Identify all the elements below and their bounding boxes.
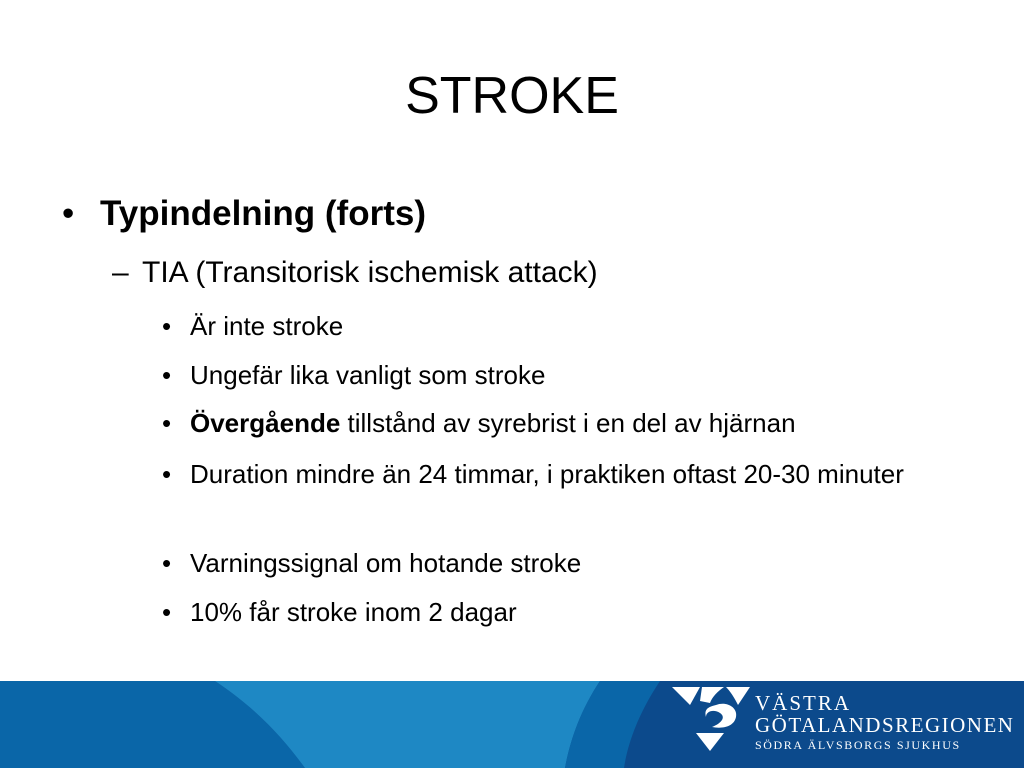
item-text: Ungefär lika vanligt som stroke bbox=[190, 360, 546, 390]
bullet-icon: • bbox=[162, 548, 172, 578]
item-text: tillstånd av syrebrist i en del av hjärnan bbox=[340, 408, 796, 438]
bullet-icon: • bbox=[162, 311, 172, 341]
item-text: Duration mindre än 24 timmar, i praktiken oftast 20-30 minuter bbox=[190, 459, 904, 489]
item-bold-text: Övergående bbox=[190, 408, 341, 438]
bullet-icon: • bbox=[162, 408, 172, 438]
item-text: 10% får stroke inom 2 dagar bbox=[190, 597, 517, 627]
bullet-icon: • bbox=[162, 597, 172, 627]
item-text: Är inte stroke bbox=[190, 311, 344, 341]
bullet-level1-text: Typindelning (forts) bbox=[100, 194, 426, 233]
slide-title: STROKE bbox=[405, 67, 619, 125]
logo-text-line1: VÄSTRA bbox=[755, 691, 852, 715]
item-text: Varningssignal om hotande stroke bbox=[190, 548, 582, 578]
logo-text-line2: GÖTALANDSREGIONEN bbox=[755, 713, 1015, 737]
bullet-level2-text: TIA (Transitorisk ischemisk attack) bbox=[142, 256, 598, 289]
logo-text-line3: SÖDRA ÄLVSBORGS SJUKHUS bbox=[755, 738, 961, 752]
dash-icon: – bbox=[112, 256, 129, 289]
bullet-icon: • bbox=[62, 194, 75, 233]
bullet-icon: • bbox=[162, 360, 172, 390]
bullet-level2 bbox=[112, 251, 598, 295]
bullet-icon: • bbox=[162, 459, 172, 489]
